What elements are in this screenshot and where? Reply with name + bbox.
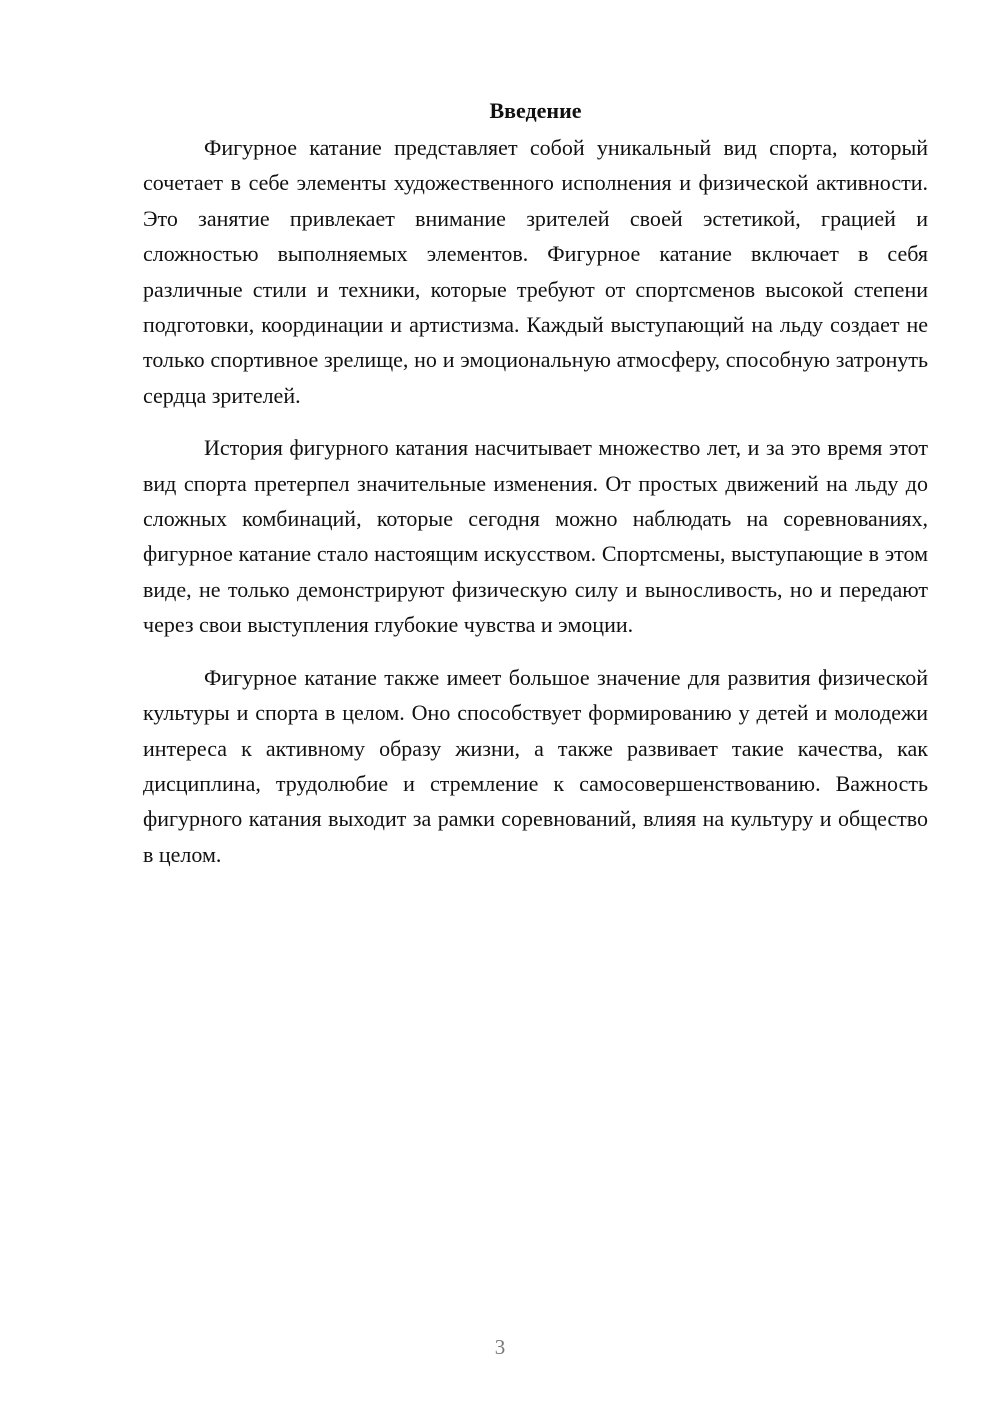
paragraph-1: Фигурное катание представляет собой уникальный вид спорта, который сочетает в себе элементы художественного исполнения и физической активности. Это занятие привлекает внимание зрителей своей эстетикой, грацией и сложностью выполняемых элементов. Фигурное катание включает в себя различные стили и техники, которые требуют от спортсменов высокой степени подготовки, координации и артистизма. Каждый выступающий на льду создает не только спортивное зрелище, но и эмоциональную атмосферу, способную затронуть сердца зрителей. (143, 135, 928, 408)
section-heading: Введение (489, 98, 582, 123)
paragraph-3: Фигурное катание также имеет большое значение для развития физической культуры и спорта в целом. Оно способствует формированию у детей и молодежи интереса к активному образу жизни, а также развивает такие качества, как дисциплина, трудолюбие и стремление к самосовершенствованию. Важность фигурного катания выходит за рамки соревнований, влияя на культуру и общество в целом. (143, 664, 928, 867)
page-number: 3 (494, 1335, 506, 1359)
page-content (143, 96, 928, 889)
paragraph-2: История фигурного катания насчитывает множество лет, и за это время этот вид спорта претерпел значительные изменения. От простых движений на льду до сложных комбинаций, которые сегодня можно наблюдать на соревнованиях, фигурное катание стало настоящим искусством. Спортсмены, выступающие в этом виде, не только демонстрируют физическую силу и выносливость, но и передают через свои выступления глубокие чувства и эмоции. (143, 435, 928, 638)
